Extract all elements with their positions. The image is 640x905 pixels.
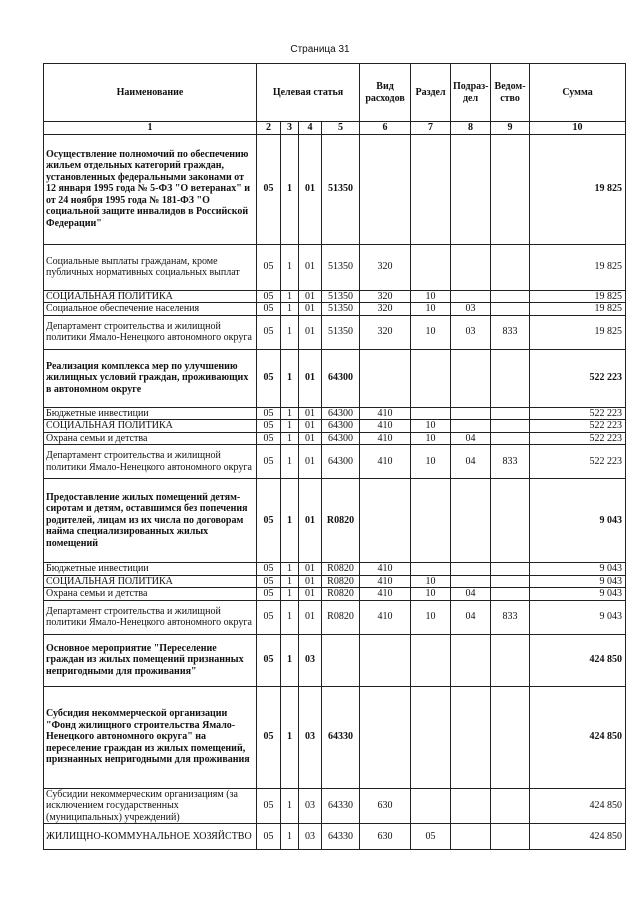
- cell-subsection: [451, 290, 491, 303]
- cell-amount: 424 850: [530, 824, 626, 850]
- cell-amount: 424 850: [530, 634, 626, 686]
- cell-section: 10: [411, 420, 451, 433]
- cell-code: 01: [299, 290, 322, 303]
- cell-item-name: ЖИЛИЩНО-КОММУНАЛЬНОЕ ХОЗЯЙСТВО: [44, 824, 257, 850]
- cell-subsection: [451, 686, 491, 788]
- cell-target-code: R0820: [322, 575, 360, 588]
- cell-department: [491, 290, 530, 303]
- cell-department: [491, 479, 530, 563]
- table-row: [44, 634, 626, 686]
- cell-section: [411, 134, 451, 244]
- cell-amount: 19 825: [530, 244, 626, 290]
- cell-item-name: Социальное обеспечение населения: [44, 303, 257, 316]
- cell-target-code: 64330: [322, 686, 360, 788]
- cell-prog: 05: [257, 290, 281, 303]
- cell-item-name: Бюджетные инвестиции: [44, 563, 257, 576]
- cell-subsection: [451, 479, 491, 563]
- cell-code: 01: [299, 303, 322, 316]
- cell-prog: 05: [257, 824, 281, 850]
- cell-section: [411, 634, 451, 686]
- cell-code: 01: [299, 134, 322, 244]
- cell-amount: 522 223: [530, 432, 626, 445]
- cell-department: [491, 634, 530, 686]
- cell-item-name: Субсидии некоммерческим организациям (за исключением государственных (муниципальных) учреждений): [44, 788, 257, 824]
- cell-target-code: 64330: [322, 788, 360, 824]
- cell-department: [491, 407, 530, 420]
- cell-subprog: 1: [281, 600, 299, 634]
- cell-amount: 9 043: [530, 563, 626, 576]
- cell-code: 03: [299, 824, 322, 850]
- cell-target-code: 64300: [322, 349, 360, 407]
- col-num: 9: [491, 122, 530, 135]
- cell-subprog: 1: [281, 134, 299, 244]
- cell-expense-type: [360, 134, 411, 244]
- cell-subprog: 1: [281, 634, 299, 686]
- cell-subsection: 04: [451, 588, 491, 601]
- header-razdel: Раздел: [411, 64, 451, 122]
- cell-expense-type: 630: [360, 788, 411, 824]
- cell-prog: 05: [257, 600, 281, 634]
- cell-section: 10: [411, 588, 451, 601]
- cell-subsection: 03: [451, 315, 491, 349]
- cell-code: 01: [299, 600, 322, 634]
- cell-section: [411, 686, 451, 788]
- cell-expense-type: 410: [360, 445, 411, 479]
- page-number: Страница 31: [290, 44, 350, 55]
- cell-amount: 522 223: [530, 420, 626, 433]
- table-row: [44, 349, 626, 407]
- cell-code: 03: [299, 634, 322, 686]
- cell-prog: 05: [257, 788, 281, 824]
- cell-department: [491, 588, 530, 601]
- cell-target-code: 64300: [322, 407, 360, 420]
- cell-section: 10: [411, 315, 451, 349]
- cell-amount: 522 223: [530, 445, 626, 479]
- cell-item-name: Осуществление полномочий по обеспечению жильем отдельных категорий граждан, установленных федеральными законами от 12 января 1995 года № 5-ФЗ "О ветеранах" и от 24 ноября 1995 года № 181-ФЗ "О социальной защите инвалидов в Российской Федерации": [44, 134, 257, 244]
- cell-target-code: 64300: [322, 420, 360, 433]
- cell-expense-type: 410: [360, 420, 411, 433]
- cell-amount: 522 223: [530, 349, 626, 407]
- cell-target-code: R0820: [322, 600, 360, 634]
- header-row: [44, 64, 626, 122]
- cell-target-code: 64330: [322, 824, 360, 850]
- cell-code: 01: [299, 315, 322, 349]
- cell-section: [411, 349, 451, 407]
- cell-code: 01: [299, 588, 322, 601]
- cell-subsection: [451, 407, 491, 420]
- cell-expense-type: [360, 479, 411, 563]
- cell-amount: 19 825: [530, 134, 626, 244]
- cell-expense-type: 410: [360, 600, 411, 634]
- table-row: [44, 244, 626, 290]
- cell-prog: 05: [257, 420, 281, 433]
- cell-amount: 19 825: [530, 315, 626, 349]
- cell-section: [411, 479, 451, 563]
- cell-subprog: 1: [281, 407, 299, 420]
- cell-subprog: 1: [281, 788, 299, 824]
- cell-subsection: 04: [451, 600, 491, 634]
- cell-department: [491, 432, 530, 445]
- cell-target-code: [322, 634, 360, 686]
- cell-amount: 9 043: [530, 575, 626, 588]
- cell-expense-type: 320: [360, 315, 411, 349]
- cell-subprog: 1: [281, 315, 299, 349]
- cell-subsection: [451, 349, 491, 407]
- cell-code: 03: [299, 788, 322, 824]
- header-vedomstvo: Ведом-ство: [491, 64, 530, 122]
- cell-target-code: R0820: [322, 479, 360, 563]
- table-row: [44, 600, 626, 634]
- table-row: [44, 290, 626, 303]
- cell-department: [491, 303, 530, 316]
- cell-code: 03: [299, 686, 322, 788]
- header-vid: Вид расходов: [360, 64, 411, 122]
- table-row: [44, 420, 626, 433]
- cell-department: [491, 420, 530, 433]
- table-row: [44, 575, 626, 588]
- cell-item-name: Реализация комплекса мер по улучшению жилищных условий граждан, проживающих в автономном округе: [44, 349, 257, 407]
- cell-prog: 05: [257, 634, 281, 686]
- cell-subsection: [451, 134, 491, 244]
- cell-target-code: 51350: [322, 290, 360, 303]
- cell-subprog: 1: [281, 575, 299, 588]
- table-row: [44, 479, 626, 563]
- cell-subprog: 1: [281, 445, 299, 479]
- cell-section: [411, 244, 451, 290]
- cell-prog: 05: [257, 244, 281, 290]
- cell-department: [491, 134, 530, 244]
- cell-item-name: СОЦИАЛЬНАЯ ПОЛИТИКА: [44, 575, 257, 588]
- cell-item-name: Бюджетные инвестиции: [44, 407, 257, 420]
- cell-item-name: Охрана семьи и детства: [44, 432, 257, 445]
- cell-prog: 05: [257, 134, 281, 244]
- cell-expense-type: 410: [360, 563, 411, 576]
- cell-department: [491, 788, 530, 824]
- cell-prog: 05: [257, 479, 281, 563]
- cell-section: [411, 788, 451, 824]
- table-row: [44, 686, 626, 788]
- cell-target-code: 51350: [322, 303, 360, 316]
- cell-subsection: [451, 575, 491, 588]
- cell-expense-type: 320: [360, 244, 411, 290]
- table-row: [44, 563, 626, 576]
- cell-subsection: [451, 788, 491, 824]
- cell-section: 10: [411, 432, 451, 445]
- cell-prog: 05: [257, 407, 281, 420]
- cell-item-name: Департамент строительства и жилищной политики Ямало-Ненецкого автономного округа: [44, 315, 257, 349]
- header-target: Целевая статья: [257, 64, 360, 122]
- cell-expense-type: 630: [360, 824, 411, 850]
- cell-code: 01: [299, 445, 322, 479]
- cell-target-code: 51350: [322, 134, 360, 244]
- cell-section: [411, 407, 451, 420]
- cell-amount: 19 825: [530, 290, 626, 303]
- cell-item-name: Предоставление жилых помещений детям-сиротам и детям, оставшимся без попечения родителей, лицам из их числа по договорам найма специализированных жилых помещений: [44, 479, 257, 563]
- cell-code: 01: [299, 563, 322, 576]
- cell-expense-type: [360, 686, 411, 788]
- cell-target-code: R0820: [322, 563, 360, 576]
- col-num: 2: [257, 122, 281, 135]
- col-num: 5: [322, 122, 360, 135]
- cell-expense-type: 410: [360, 575, 411, 588]
- table-row: [44, 432, 626, 445]
- column-number-row: [44, 122, 626, 135]
- cell-item-name: Социальные выплаты гражданам, кроме публичных нормативных социальных выплат: [44, 244, 257, 290]
- cell-section: 10: [411, 600, 451, 634]
- cell-item-name: Субсидия некоммерческой организации "Фонд жилищного строительства Ямало-Ненецкого автономного округа" на переселение граждан из жилых помещений, признанных непригодными для проживания: [44, 686, 257, 788]
- cell-subsection: 03: [451, 303, 491, 316]
- cell-item-name: Охрана семьи и детства: [44, 588, 257, 601]
- cell-department: 833: [491, 600, 530, 634]
- cell-target-code: 51350: [322, 244, 360, 290]
- col-num: 10: [530, 122, 626, 135]
- cell-expense-type: 320: [360, 290, 411, 303]
- table-row: [44, 315, 626, 349]
- cell-subprog: 1: [281, 588, 299, 601]
- cell-department: [491, 575, 530, 588]
- cell-subprog: 1: [281, 432, 299, 445]
- col-num: 8: [451, 122, 491, 135]
- table-row: [44, 588, 626, 601]
- cell-target-code: 64300: [322, 445, 360, 479]
- cell-expense-type: [360, 634, 411, 686]
- cell-item-name: СОЦИАЛЬНАЯ ПОЛИТИКА: [44, 420, 257, 433]
- cell-department: [491, 244, 530, 290]
- cell-expense-type: [360, 349, 411, 407]
- cell-subprog: 1: [281, 686, 299, 788]
- cell-subsection: [451, 634, 491, 686]
- cell-department: [491, 824, 530, 850]
- table-row: [44, 445, 626, 479]
- budget-table: [43, 63, 626, 850]
- cell-prog: 05: [257, 349, 281, 407]
- header-podrazdel: Подраз-дел: [451, 64, 491, 122]
- cell-department: [491, 686, 530, 788]
- cell-subprog: 1: [281, 420, 299, 433]
- cell-subprog: 1: [281, 479, 299, 563]
- cell-code: 01: [299, 420, 322, 433]
- cell-amount: 522 223: [530, 407, 626, 420]
- cell-expense-type: 410: [360, 432, 411, 445]
- col-num: 4: [299, 122, 322, 135]
- cell-section: 10: [411, 575, 451, 588]
- cell-subsection: [451, 824, 491, 850]
- cell-prog: 05: [257, 563, 281, 576]
- cell-item-name: Департамент строительства и жилищной политики Ямало-Ненецкого автономного округа: [44, 600, 257, 634]
- cell-section: 05: [411, 824, 451, 850]
- cell-code: 01: [299, 575, 322, 588]
- cell-target-code: R0820: [322, 588, 360, 601]
- cell-subsection: 04: [451, 432, 491, 445]
- col-num: 7: [411, 122, 451, 135]
- cell-amount: 19 825: [530, 303, 626, 316]
- cell-department: [491, 563, 530, 576]
- cell-subsection: 04: [451, 445, 491, 479]
- table-row: [44, 303, 626, 316]
- cell-section: 10: [411, 303, 451, 316]
- cell-department: 833: [491, 445, 530, 479]
- cell-department: 833: [491, 315, 530, 349]
- cell-prog: 05: [257, 445, 281, 479]
- header-summa: Сумма: [530, 64, 626, 122]
- cell-expense-type: 320: [360, 303, 411, 316]
- cell-subprog: 1: [281, 290, 299, 303]
- cell-subprog: 1: [281, 349, 299, 407]
- cell-prog: 05: [257, 575, 281, 588]
- cell-amount: 424 850: [530, 788, 626, 824]
- cell-amount: 9 043: [530, 600, 626, 634]
- cell-target-code: 64300: [322, 432, 360, 445]
- cell-item-name: Департамент строительства и жилищной политики Ямало-Ненецкого автономного округа: [44, 445, 257, 479]
- cell-subsection: [451, 420, 491, 433]
- cell-code: 01: [299, 244, 322, 290]
- col-num: 6: [360, 122, 411, 135]
- cell-prog: 05: [257, 686, 281, 788]
- cell-prog: 05: [257, 303, 281, 316]
- cell-amount: 9 043: [530, 588, 626, 601]
- cell-expense-type: 410: [360, 407, 411, 420]
- cell-prog: 05: [257, 432, 281, 445]
- cell-item-name: СОЦИАЛЬНАЯ ПОЛИТИКА: [44, 290, 257, 303]
- cell-subprog: 1: [281, 563, 299, 576]
- table-row: [44, 134, 626, 244]
- cell-amount: 9 043: [530, 479, 626, 563]
- cell-section: [411, 563, 451, 576]
- cell-section: 10: [411, 445, 451, 479]
- header-name: Наименование: [44, 64, 257, 122]
- col-num: 1: [44, 122, 257, 135]
- cell-amount: 424 850: [530, 686, 626, 788]
- table-row: [44, 824, 626, 850]
- cell-target-code: 51350: [322, 315, 360, 349]
- cell-subprog: 1: [281, 244, 299, 290]
- cell-section: 10: [411, 290, 451, 303]
- cell-item-name: Основное мероприятие "Переселение граждан из жилых помещений признанных непригодными для проживания": [44, 634, 257, 686]
- cell-department: [491, 349, 530, 407]
- cell-code: 01: [299, 479, 322, 563]
- cell-subprog: 1: [281, 824, 299, 850]
- cell-expense-type: 410: [360, 588, 411, 601]
- cell-subprog: 1: [281, 303, 299, 316]
- cell-subsection: [451, 563, 491, 576]
- cell-prog: 05: [257, 588, 281, 601]
- cell-code: 01: [299, 432, 322, 445]
- table-row: [44, 788, 626, 824]
- cell-code: 01: [299, 349, 322, 407]
- col-num: 3: [281, 122, 299, 135]
- cell-code: 01: [299, 407, 322, 420]
- cell-subsection: [451, 244, 491, 290]
- table-row: [44, 407, 626, 420]
- cell-prog: 05: [257, 315, 281, 349]
